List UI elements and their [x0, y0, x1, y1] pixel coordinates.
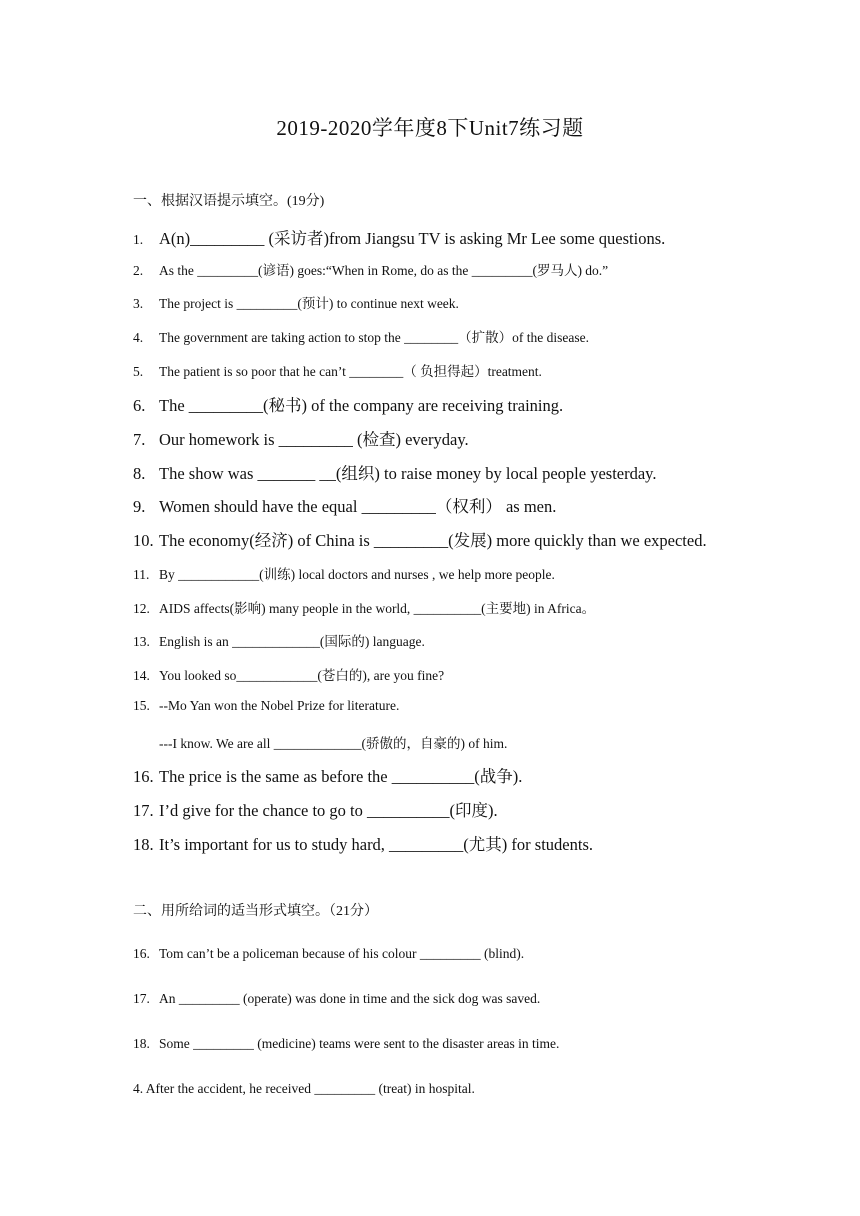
question-text: An _________ (operate) was done in time and the sick dog was saved.: [159, 991, 541, 1006]
section-1-heading: 一、根据汉语提示填空。(19分): [133, 194, 325, 209]
question-15: [133, 698, 399, 714]
question-text: By ____________(训练) local doctors and nurses , we help more people.: [159, 567, 555, 582]
question-text: The government are taking action to stop the ________（扩散）of the disease.: [159, 330, 590, 345]
question-number: 17.: [133, 991, 150, 1006]
question-12: [133, 597, 595, 617]
exercise-16: [133, 946, 524, 962]
section-2-heading: 二、用所给词的适当形式填空。（21分）: [133, 904, 378, 919]
question-number: 2.: [133, 263, 144, 278]
question-number: 17.: [133, 801, 154, 820]
question-text: The patient is so poor that he can’t ________（ 负担得起）treatment.: [159, 364, 542, 379]
question-text: The price is the same as before the __________(战争).: [159, 767, 523, 786]
question-18: [133, 831, 593, 855]
question-number: 8.: [133, 464, 146, 483]
question-5: [133, 360, 542, 380]
question-4: [133, 326, 589, 346]
question-text: Women should have the equal _________（权利） as men.: [159, 497, 557, 516]
question-number: 5.: [133, 364, 144, 379]
question-text: I’d give for the chance to go to __________(印度).: [159, 801, 498, 820]
question-number: 9.: [133, 497, 146, 516]
question-number: 1.: [133, 232, 144, 247]
question-14: [133, 664, 444, 684]
question-number: 14.: [133, 668, 150, 683]
question-number: 16.: [133, 767, 154, 786]
question-7: [133, 426, 469, 450]
question-text: Our homework is _________ (检查) everyday.: [159, 430, 469, 449]
question-number: 16.: [133, 946, 150, 961]
question-number: 13.: [133, 634, 150, 649]
question-number: 15.: [133, 698, 150, 713]
question-2: [133, 259, 608, 279]
question-number: 4.: [133, 330, 144, 345]
question-number: 18.: [133, 835, 154, 854]
question-text: AIDS affects(影响) many people in the world, __________(主要地) in Africa。: [159, 601, 596, 616]
question-text: Tom can’t be a policeman because of his colour _________ (blind).: [159, 946, 525, 961]
question-text: Some _________ (medicine) teams were sent to the disaster areas in time.: [159, 1036, 560, 1051]
question-text: You looked so____________(苍白的), are you fine?: [159, 668, 445, 683]
exercise-17: [133, 991, 540, 1007]
question-number: 11.: [133, 567, 150, 582]
question-9: [133, 493, 556, 517]
question-text: --Mo Yan won the Nobel Prize for literature.: [159, 698, 400, 713]
question-number: 6.: [133, 396, 146, 415]
question-text: As the _________(谚语) goes:“When in Rome, do as the _________(罗马人) do.”: [159, 263, 609, 278]
question-6: [133, 392, 563, 416]
question-text: A(n)_________ (采访者)from Jiangsu TV is asking Mr Lee some questions.: [159, 229, 666, 248]
question-number: 12.: [133, 601, 150, 616]
question-text: The _________(秘书) of the company are receiving training.: [159, 396, 564, 415]
question-text: ---I know. We are all _____________(骄傲的，自豪的) of him.: [159, 736, 508, 751]
question-10: [133, 527, 707, 551]
question-15-reply: [133, 732, 507, 752]
question-8: [133, 460, 656, 484]
question-number: 3.: [133, 296, 144, 311]
exercise-18: [133, 1036, 559, 1052]
question-text: It’s important for us to study hard, _________(尤其) for students.: [159, 835, 593, 854]
question-text: English is an _____________(国际的) language.: [159, 634, 425, 649]
question-number: 10.: [133, 531, 154, 550]
question-text: The project is _________(预计) to continue next week.: [159, 296, 459, 311]
question-text: The show was _______ __(组织) to raise money by local people yesterday.: [159, 464, 657, 483]
question-3: [133, 292, 459, 312]
question-1: [133, 225, 665, 249]
question-number: 7.: [133, 430, 146, 449]
question-11: [133, 563, 555, 583]
exercise-4: 4. After the accident, he received _________ (treat) in hospital.: [133, 1081, 475, 1096]
question-17: [133, 797, 498, 821]
question-16: [133, 763, 522, 787]
question-number: 18.: [133, 1036, 150, 1051]
document-title: 2019-2020学年度8下Unit7练习题: [276, 116, 584, 140]
question-text: The economy(经济) of China is _________(发展) more quickly than we expected.: [159, 531, 707, 550]
question-13: [133, 630, 425, 650]
